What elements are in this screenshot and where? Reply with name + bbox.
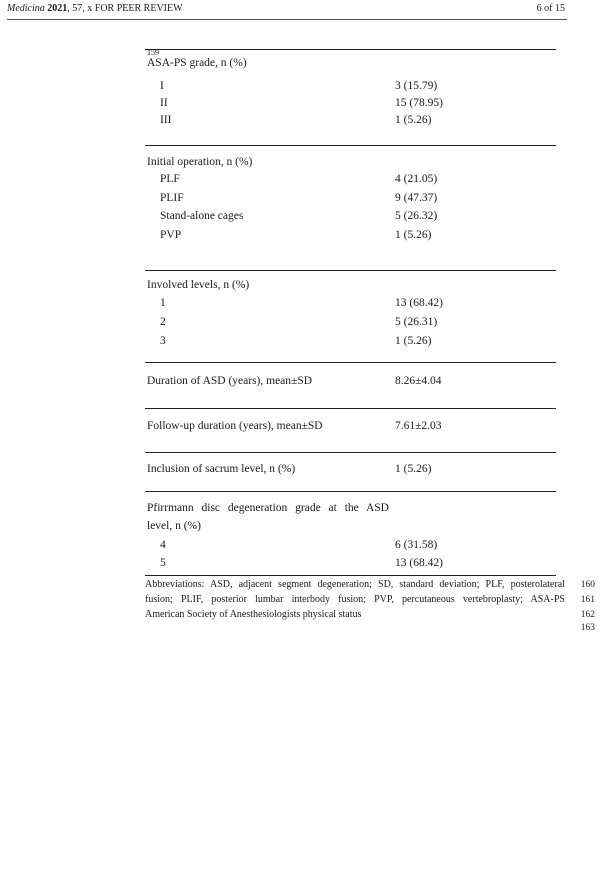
involved-levels-row-label: 3: [160, 335, 166, 347]
journal-name: Medicina: [7, 3, 45, 14]
pfirrmann-grade-label: Pfirrmann disc degeneration grade at the ASD: [147, 502, 389, 514]
table-rule-bottom: [145, 575, 556, 576]
initial-operation-row-label: Stand-alone cages: [160, 210, 244, 222]
page-header: [7, 2, 565, 18]
involved-levels-row-value: 5 (26.31): [395, 316, 438, 328]
initial-operation-row-label: PVP: [160, 229, 182, 241]
pfirrmann-row-value: 13 (68.42): [395, 557, 443, 569]
asa-row-label: II: [160, 97, 168, 109]
pfirrmann-row-value: 6 (31.58): [395, 539, 438, 551]
sacrum-inclusion-value: 1 (5.26): [395, 463, 432, 475]
footnote-line: fusion; PLIF, posterior lumbar interbody fusion; PVP, percutaneous vertebroplasty; ASA-PS: [145, 594, 565, 605]
asa-row-label: III: [160, 114, 172, 126]
asa-row-value: 3 (15.79): [395, 80, 438, 92]
footnote-line: American Society of Anesthesiologists physical status: [145, 609, 362, 620]
initial-operation-label: Initial operation, n (%): [147, 156, 253, 168]
table-rule: [145, 491, 556, 492]
initial-operation-row-value: 5 (26.32): [395, 210, 438, 222]
table-rule: [145, 408, 556, 409]
initial-operation-row-value: 4 (21.05): [395, 173, 438, 185]
line-number: 160: [580, 580, 595, 590]
involved-levels-label: Involved levels, n (%): [147, 279, 250, 291]
initial-operation-row-label: PLF: [160, 173, 180, 185]
involved-levels-row-label: 2: [160, 316, 166, 328]
pfirrmann-row-label: 4: [160, 539, 166, 551]
followup-duration-label: Follow-up duration (years), mean±SD: [147, 420, 323, 432]
table-rule-top: [145, 49, 556, 50]
table-rule: [145, 270, 556, 271]
line-number: 161: [580, 595, 595, 605]
duration-asd-value: 8.26±4.04: [395, 375, 442, 387]
line-number: 163: [580, 623, 595, 633]
initial-operation-row-value: 1 (5.26): [395, 229, 432, 241]
line-number: 162: [580, 610, 595, 620]
header-divider: [7, 19, 567, 20]
asa-row-value: 1 (5.26): [395, 114, 432, 126]
table-footnote: [145, 577, 565, 622]
footnote-line: Abbreviations: ASD, adjacent segment degeneration; SD, standard deviation; PLF, posterolateral: [145, 579, 565, 590]
asa-grade-label: ASA-PS grade, n (%): [147, 57, 247, 69]
involved-levels-row-value: 1 (5.26): [395, 335, 432, 347]
table-rule: [145, 145, 556, 146]
involved-levels-row-value: 13 (68.42): [395, 297, 443, 309]
initial-operation-row-value: 9 (47.37): [395, 192, 438, 204]
pfirrmann-row-label: 5: [160, 557, 166, 569]
journal-citation: , 57, x FOR PEER REVIEW: [67, 3, 183, 14]
followup-duration-value: 7.61±2.03: [395, 420, 442, 432]
duration-asd-label: Duration of ASD (years), mean±SD: [147, 375, 313, 387]
involved-levels-row-label: 1: [160, 297, 166, 309]
table-rule: [145, 452, 556, 453]
journal-year: 2021: [47, 3, 68, 14]
initial-operation-row-label: PLIF: [160, 192, 184, 204]
table-line-number: 159: [147, 48, 159, 57]
pfirrmann-grade-label-continued: level, n (%): [147, 520, 201, 532]
asa-row-label: I: [160, 80, 164, 92]
table-rule: [145, 362, 556, 363]
asa-row-value: 15 (78.95): [395, 97, 443, 109]
page-number: 6 of 15: [536, 3, 565, 14]
sacrum-inclusion-label: Inclusion of sacrum level, n (%): [147, 463, 296, 475]
